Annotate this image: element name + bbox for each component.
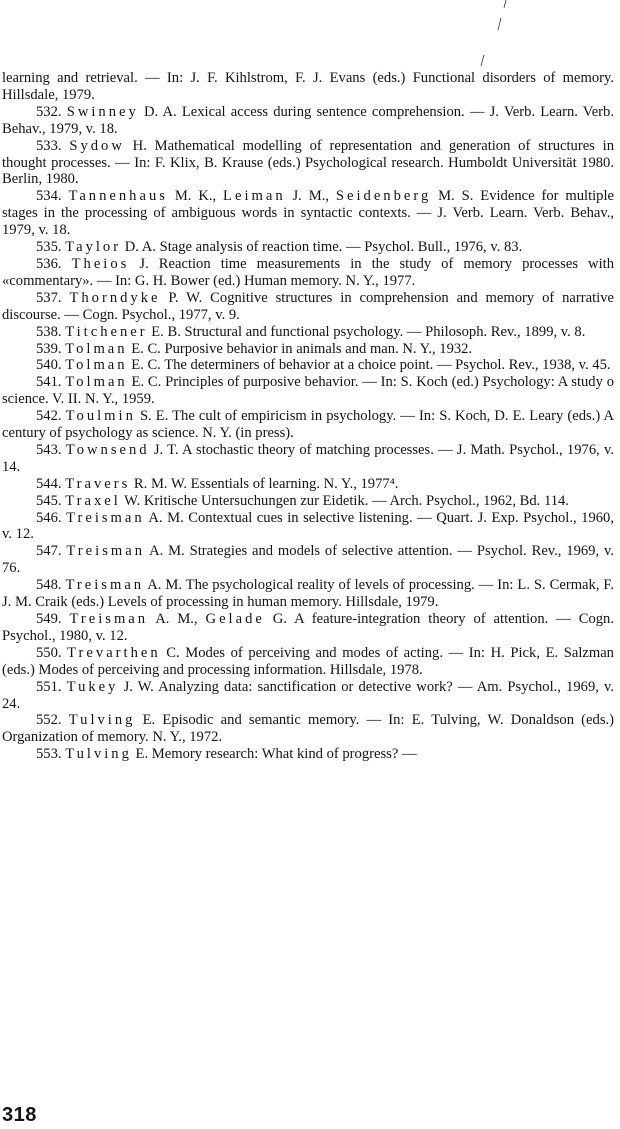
entry-number: 537. (36, 289, 62, 306)
reference-entry (2, 104, 614, 138)
entry-text: S. E. The cult of empiricism in psychology. — In: S. Koch, D. E. Leary (eds.) A century of psychology as science. N. Y. (in press). (2, 408, 614, 442)
entry-text: E. C. The determiners of behavior at a choice point. — Psychol. Rev., 1938, v. 45. (127, 357, 611, 374)
reference-entry (2, 476, 614, 493)
reference-list (2, 70, 614, 763)
reference-entry (2, 611, 614, 645)
reference-entry (2, 239, 614, 256)
reference-entry (2, 374, 614, 408)
page-number: 318 (2, 1104, 37, 1126)
scan-artifact-mark (470, 0, 510, 70)
entry-author: Trevarthen (67, 644, 161, 661)
entry-author: Tolman (65, 357, 128, 374)
reference-entry (2, 577, 614, 611)
entry-text: P. W. Cognitive structures in comprehension and memory of narrative discourse. — Cogn. Psychol., 1977, v. 9. (2, 289, 614, 323)
entry-text: G. A feature-integration theory of attention. — Cogn. Psychol., 1980, v. 12. (2, 611, 614, 644)
entry-author: Tolman (65, 374, 128, 391)
entry-author: Treisman (66, 543, 146, 560)
entry-number: 552. (36, 712, 62, 729)
reference-entry (2, 188, 614, 239)
entry-text: H. Mathematical modelling of representation and generation of structures in thought processes. — In: F. Klix, B. Krause (eds.) Psychological research. Humboldt Universität 1980. Berlin, 1980. (2, 137, 614, 188)
entry-text: E. B. Structural and functional psychology. — Philosoph. Rev., 1899, v. 8. (147, 323, 586, 340)
reference-entry (2, 256, 614, 290)
entry-author: Treisman (69, 611, 149, 627)
reference-continuation: learning and retrieval. — In: J. F. Kihlstrom, F. J. Evans (eds.) Functional disorders of memory. Hillsdale, 1979. (2, 70, 614, 103)
entry-text: D. A. Lexical access during sentence comprehension. — J. Verb. Learn. Verb. Behav., 1979, v. 18. (2, 103, 614, 137)
entry-number: 551. (36, 678, 62, 695)
entry-text: D. A. Stage analysis of reaction time. — Psychol. Bull., 1976, v. 83. (121, 239, 523, 256)
entry-text: E. C. Principles of purposive behavior. — In: S. Koch (ed.) Psychology: A study o science. V. II. N. Y., 1959. (2, 374, 614, 408)
entry-author: Travers (65, 475, 131, 492)
entry-author: Treisman (66, 509, 145, 526)
entry-author: Tukey (66, 678, 119, 695)
reference-entry (2, 645, 614, 679)
entry-number: 548. (36, 577, 62, 594)
entry-number: 541. (36, 374, 62, 391)
entry-text: R. M. W. Essentials of learning. N. Y., 1977⁴. (130, 475, 399, 492)
entry-text: A. M. Contextual cues in selective listening. — Quart. J. Exp. Psychol., 1960, v. 12. (2, 509, 615, 543)
reference-entry (2, 290, 614, 324)
entry-author: Taylor (65, 239, 122, 256)
entry-text: C. Modes of perceiving and modes of acting. — In: H. Pick, E. Salzman (eds.) Modes of perceiving and processing information. Hillsdale, 1978. (2, 644, 614, 678)
entry-number: 535. (36, 239, 62, 256)
entry-text: E. Episodic and semantic memory. — In: E. Tulving, W. Donaldson (eds.) Organization of memory. N. Y., 1972. (2, 712, 615, 746)
entry-number: 532. (36, 103, 62, 120)
entry-number: 534. (36, 188, 62, 205)
entry-author: Tolman (65, 340, 128, 357)
entry-number: 538. (36, 323, 62, 340)
reference-entry (2, 493, 614, 510)
entry-author: Treisman (65, 577, 145, 594)
entry-number: 542. (36, 408, 62, 425)
entry-author: Tulving (65, 746, 132, 763)
entry-number: 533. (36, 137, 62, 154)
entry-number: 540. (36, 357, 62, 374)
entry-author: Swinney (66, 103, 139, 120)
reference-entry (2, 324, 614, 341)
entry-author: Leiman (223, 188, 286, 205)
reference-entry (2, 357, 614, 374)
entry-text: E. Memory research: What kind of progress? — (131, 746, 417, 763)
entry-number: 553. (36, 746, 62, 763)
entry-number: 549. (36, 611, 62, 627)
reference-entry (2, 543, 614, 577)
entry-author: Toulmin (65, 408, 136, 425)
reference-entry (2, 746, 614, 763)
reference-entry (2, 138, 614, 189)
entry-text: J. M., (285, 188, 336, 205)
entry-author: Townsend (65, 441, 150, 458)
entry-text: M. S. Evidence for multiple stages in the processing of ambiguous words in syntactic contexts. — J. Verb. Learn. Verb. Behav., 1979, v. 18. (2, 188, 615, 239)
reference-entries (2, 104, 614, 763)
entry-text: J. Reaction time measurements in the study of memory processes with «commentary». — In: G. H. Bower (ed.) Human memory. N. Y., 1977. (2, 255, 614, 289)
entry-author: Gelade (205, 611, 265, 627)
entry-number: 536. (36, 255, 62, 272)
entry-number: 544. (36, 475, 62, 492)
entry-author: Theios (71, 255, 130, 272)
entry-text: E. C. Purposive behavior in animals and man. N. Y., 1932. (127, 340, 473, 357)
entry-text: W. Kritische Untersuchungen zur Eidetik. — Arch. Psychol., 1962, Bd. 114. (120, 492, 569, 509)
entry-number: 547. (36, 543, 62, 560)
entry-number: 543. (36, 441, 62, 458)
entry-number: 550. (36, 644, 62, 661)
entry-author: Titchener (65, 323, 148, 340)
entry-text: A. M. Strategies and models of selective attention. — Psychol. Rev., 1969, v. 76. (2, 543, 614, 577)
reference-entry (2, 712, 614, 746)
entry-author: Tannenhaus (68, 188, 168, 205)
entry-text: J. W. Analyzing data: sanctification or detective work? — Am. Psychol., 1969, v. 24. (2, 678, 614, 712)
entry-text: M. K., (167, 188, 224, 205)
entry-number: 546. (36, 509, 62, 526)
reference-entry (2, 679, 614, 713)
entry-author: Sydow (69, 137, 125, 154)
entry-author: Seidenberg (335, 188, 432, 205)
reference-entry (2, 442, 614, 476)
entry-number: 545. (36, 492, 62, 509)
entry-author: Thorndyke (69, 289, 161, 306)
entry-text: A. M. The psychological reality of levels of processing. — In: L. S. Cermak, F. J. M. Craik (eds.) Levels of processing in human memory. Hillsdale, 1979. (2, 577, 614, 611)
entry-text: J. T. A stochastic theory of matching processes. — J. Math. Psychol., 1976, v. 14. (2, 441, 614, 475)
reference-entry (2, 341, 614, 358)
entry-author: Traxel (65, 492, 121, 509)
reference-entry (2, 510, 614, 544)
entry-text: A. M., (148, 611, 206, 627)
reference-entry (2, 408, 614, 442)
entry-number: 539. (36, 340, 62, 357)
entry-author: Tulving (68, 712, 136, 729)
